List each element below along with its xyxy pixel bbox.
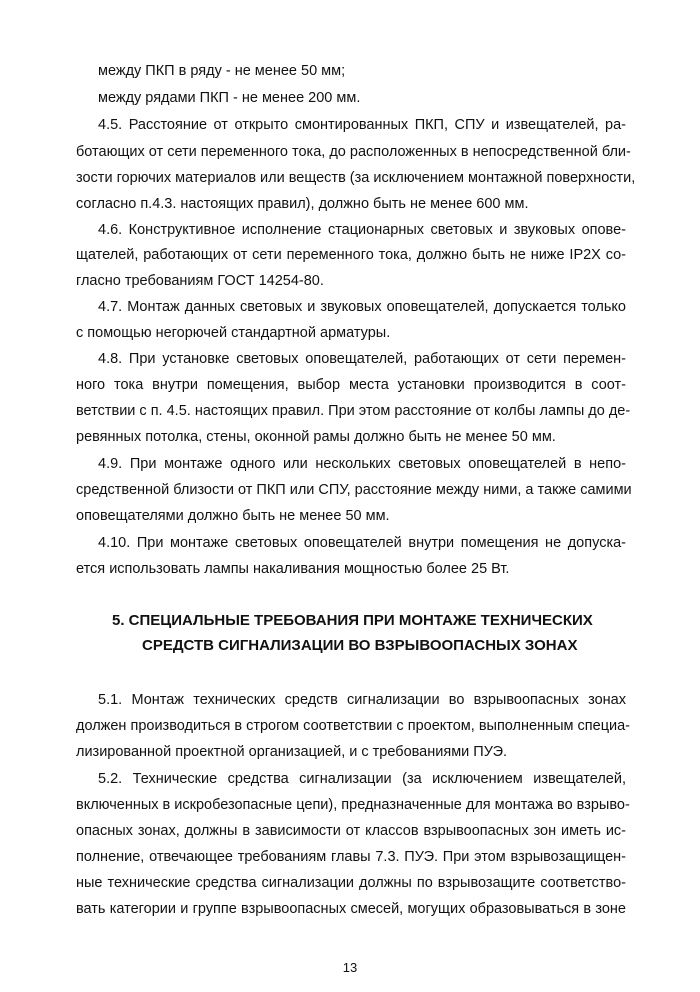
paragraph-5-2-line: ные технические средства сигнализации должны по взрывозащите соответство- xyxy=(76,875,626,891)
paragraph-4-8-line: ветствии с п. 4.5. настоящих правил. При этом расстояние от колбы лампы до де- xyxy=(76,403,631,419)
paragraph-4-8-line: ного тока внутри помещения, выбор места установки производится в соот- xyxy=(76,377,626,393)
paragraph-5-1-line: 5.1. Монтаж технических средств сигнализации во взрывоопасных зонах xyxy=(98,692,626,708)
paragraph-5-2-line: включенных в искробезопасные цепи), предназначенные для монтажа во взрыво- xyxy=(76,797,630,813)
paragraph-4-6-line: 4.6. Конструктивное исполнение стационарных световых и звуковых опове- xyxy=(98,222,626,238)
paragraph-4-10-line: 4.10. При монтаже световых оповещателей внутри помещения не допуска- xyxy=(98,535,626,551)
section-heading-line-2: СРЕДСТВ СИГНАЛИЗАЦИИ ВО ВЗРЫВООПАСНЫХ ЗОНАХ xyxy=(142,637,578,654)
paragraph-4-6-line: щателей, работающих от сети переменного тока, должно быть не ниже IP2X со- xyxy=(76,247,626,263)
paragraph-4-10-line: ется использовать лампы накаливания мощностью более 25 Вт. xyxy=(76,561,510,577)
paragraph-5-1-line: должен производиться в строгом соответствии с проектом, выполненным специа- xyxy=(76,718,630,734)
paragraph-4-5-line: зости горючих материалов или веществ (за исключением монтажной поверхности, xyxy=(76,170,636,186)
paragraph-4-9-line: средственной близости от ПКП или СПУ, расстояние между ними, а также самими xyxy=(76,482,632,498)
paragraph-4-8-line: ревянных потолка, стены, оконной рамы должно быть не менее 50 мм. xyxy=(76,429,556,445)
text-line: между ПКП в ряду - не менее 50 мм; xyxy=(98,63,346,79)
paragraph-4-5-line: ботающих от сети переменного тока, до расположенных в непосредственной бли- xyxy=(76,144,631,160)
paragraph-4-5-line: согласно п.4.3. настоящих правил), должно быть не менее 600 мм. xyxy=(76,196,529,212)
paragraph-4-9-line: 4.9. При монтаже одного или нескольких световых оповещателей в непо- xyxy=(98,456,626,472)
paragraph-4-9-line: оповещателями должно быть не менее 50 мм. xyxy=(76,508,390,524)
paragraph-5-2-line: 5.2. Технические средства сигнализации (за исключением извещателей, xyxy=(98,771,626,787)
paragraph-5-2-line: опасных зонах, должны в зависимости от классов взрывоопасных зон иметь ис- xyxy=(76,823,626,839)
paragraph-5-2-line: вать категории и группе взрывоопасных смесей, могущих образовываться в зоне xyxy=(76,901,626,917)
paragraph-4-6-line: гласно требованиям ГОСТ 14254-80. xyxy=(76,273,324,289)
paragraph-4-7-line: 4.7. Монтаж данных световых и звуковых оповещателей, допускается только xyxy=(98,299,626,315)
page-number: 13 xyxy=(342,960,358,975)
paragraph-4-5-line: 4.5. Расстояние от открыто смонтированных ПКП, СПУ и извещателей, ра- xyxy=(98,117,626,133)
paragraph-5-1-line: лизированной проектной организацией, и с требованиями ПУЭ. xyxy=(76,744,508,760)
section-heading-line-1: 5. СПЕЦИАЛЬНЫЕ ТРЕБОВАНИЯ ПРИ МОНТАЖЕ ТЕХНИЧЕСКИХ xyxy=(112,612,593,629)
paragraph-5-2-line: полнение, отвечающее требованиям главы 7.3. ПУЭ. При этом взрывозащищен- xyxy=(76,849,626,865)
text-line: между рядами ПКП - не менее 200 мм. xyxy=(98,90,361,106)
paragraph-4-8-line: 4.8. При установке световых оповещателей, работающих от сети перемен- xyxy=(98,351,626,367)
paragraph-4-7-line: с помощью негорючей стандартной арматуры. xyxy=(76,325,391,341)
